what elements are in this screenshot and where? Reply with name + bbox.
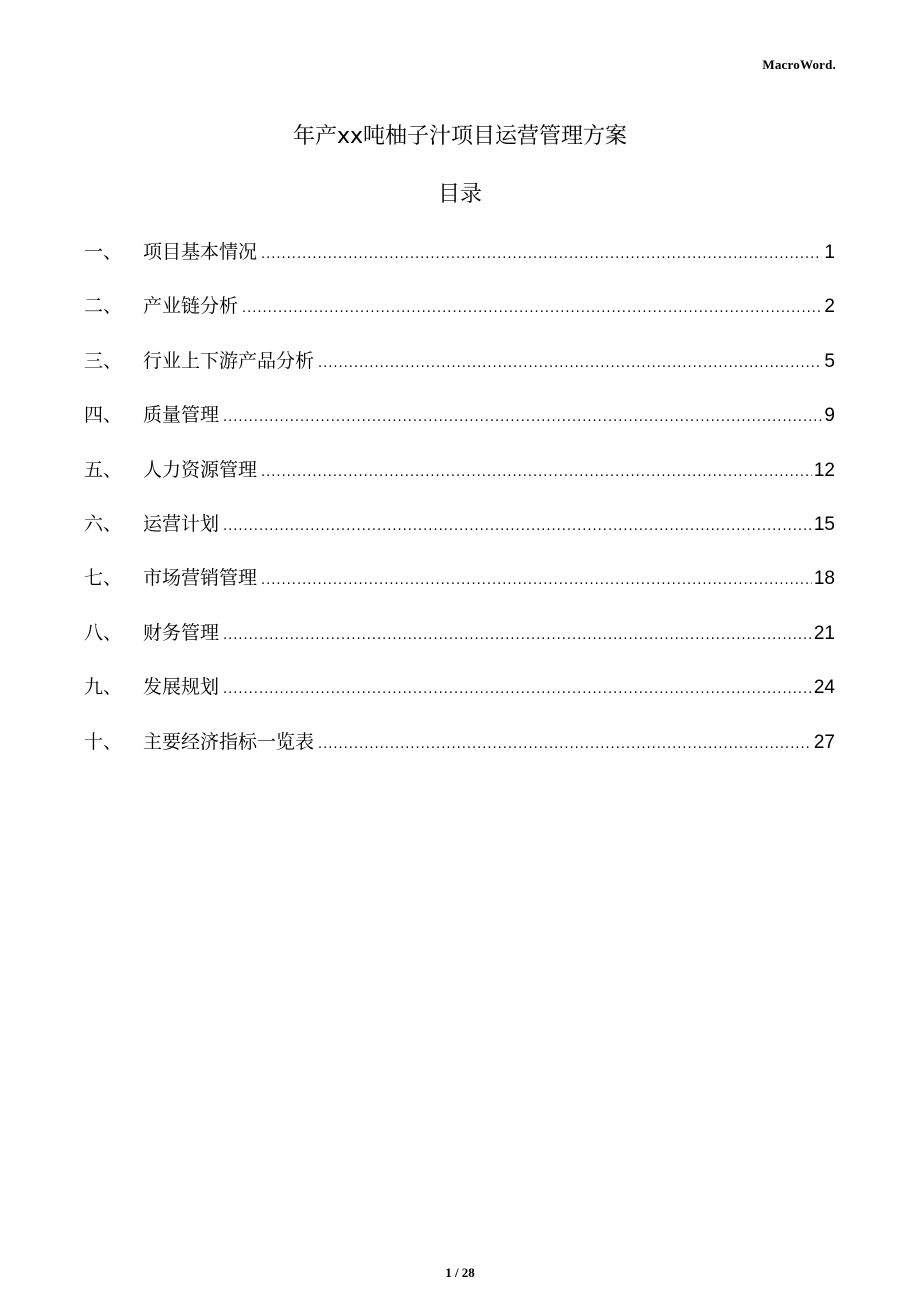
toc-entry[interactable] [84,235,835,289]
toc-dot-leader [242,292,822,326]
toc-entry-number: 七、 [84,567,123,590]
toc-entry-page: 2 [824,296,835,318]
toc-entry-number: 十、 [84,730,123,753]
toc-dot-leader [318,347,822,381]
document-title: 年产xx吨柚子汁项目运营管理方案 [292,124,628,149]
toc-entry[interactable] [84,289,835,343]
toc-entry-number: 五、 [84,458,123,481]
table-of-contents [84,235,835,779]
toc-entry-number: 八、 [84,621,123,644]
toc-entry-label: 发展规划 [143,676,220,699]
toc-entry-number: 三、 [84,349,123,372]
toc-entry-label: 主要经济指标一览表 [143,730,315,753]
toc-entry-page: 5 [824,350,835,372]
toc-dot-leader [223,673,812,707]
page-indicator: 1 / 28 [445,1265,475,1280]
toc-entry[interactable] [84,453,835,507]
toc-entry-label: 质量管理 [143,404,220,427]
toc-entry-number: 六、 [84,512,123,535]
toc-entry-page: 24 [813,677,835,699]
toc-dot-leader [318,728,812,762]
toc-dot-leader [261,564,812,598]
toc-entry[interactable] [84,561,835,615]
toc-entry-number: 四、 [84,404,123,427]
toc-entry-label: 项目基本情况 [143,241,258,263]
toc-entry[interactable] [84,398,835,452]
toc-entry-page: 12 [813,459,835,481]
toc-heading: 目录 [437,182,482,207]
toc-entry-label: 产业链分析 [143,295,239,318]
toc-entry-page: 15 [813,513,835,535]
toc-dot-leader [261,456,812,490]
toc-entry-page: 27 [813,731,835,753]
header-brand: MacroWord. [762,57,836,72]
toc-entry[interactable] [84,344,835,398]
toc-entry-label: 人力资源管理 [143,458,258,481]
toc-entry-number: 九、 [84,676,123,699]
toc-entry-page: 9 [824,405,835,427]
toc-entry-number: 二、 [84,295,123,318]
toc-dot-leader [223,619,812,653]
toc-dot-leader [261,238,822,272]
toc-entry[interactable] [84,616,835,670]
toc-entry[interactable] [84,725,835,779]
toc-entry[interactable] [84,670,835,724]
toc-entry-label: 行业上下游产品分析 [143,349,315,372]
toc-entry[interactable] [84,507,835,561]
toc-dot-leader [223,510,812,544]
toc-entry-label: 市场营销管理 [143,567,258,590]
toc-entry-page: 21 [813,622,835,644]
toc-entry-label: 财务管理 [143,621,220,644]
toc-dot-leader [223,401,822,435]
toc-entry-page: 1 [824,242,835,263]
toc-entry-number: 一、 [84,241,123,263]
toc-entry-page: 18 [813,568,835,590]
toc-entry-label: 运营计划 [143,512,220,535]
